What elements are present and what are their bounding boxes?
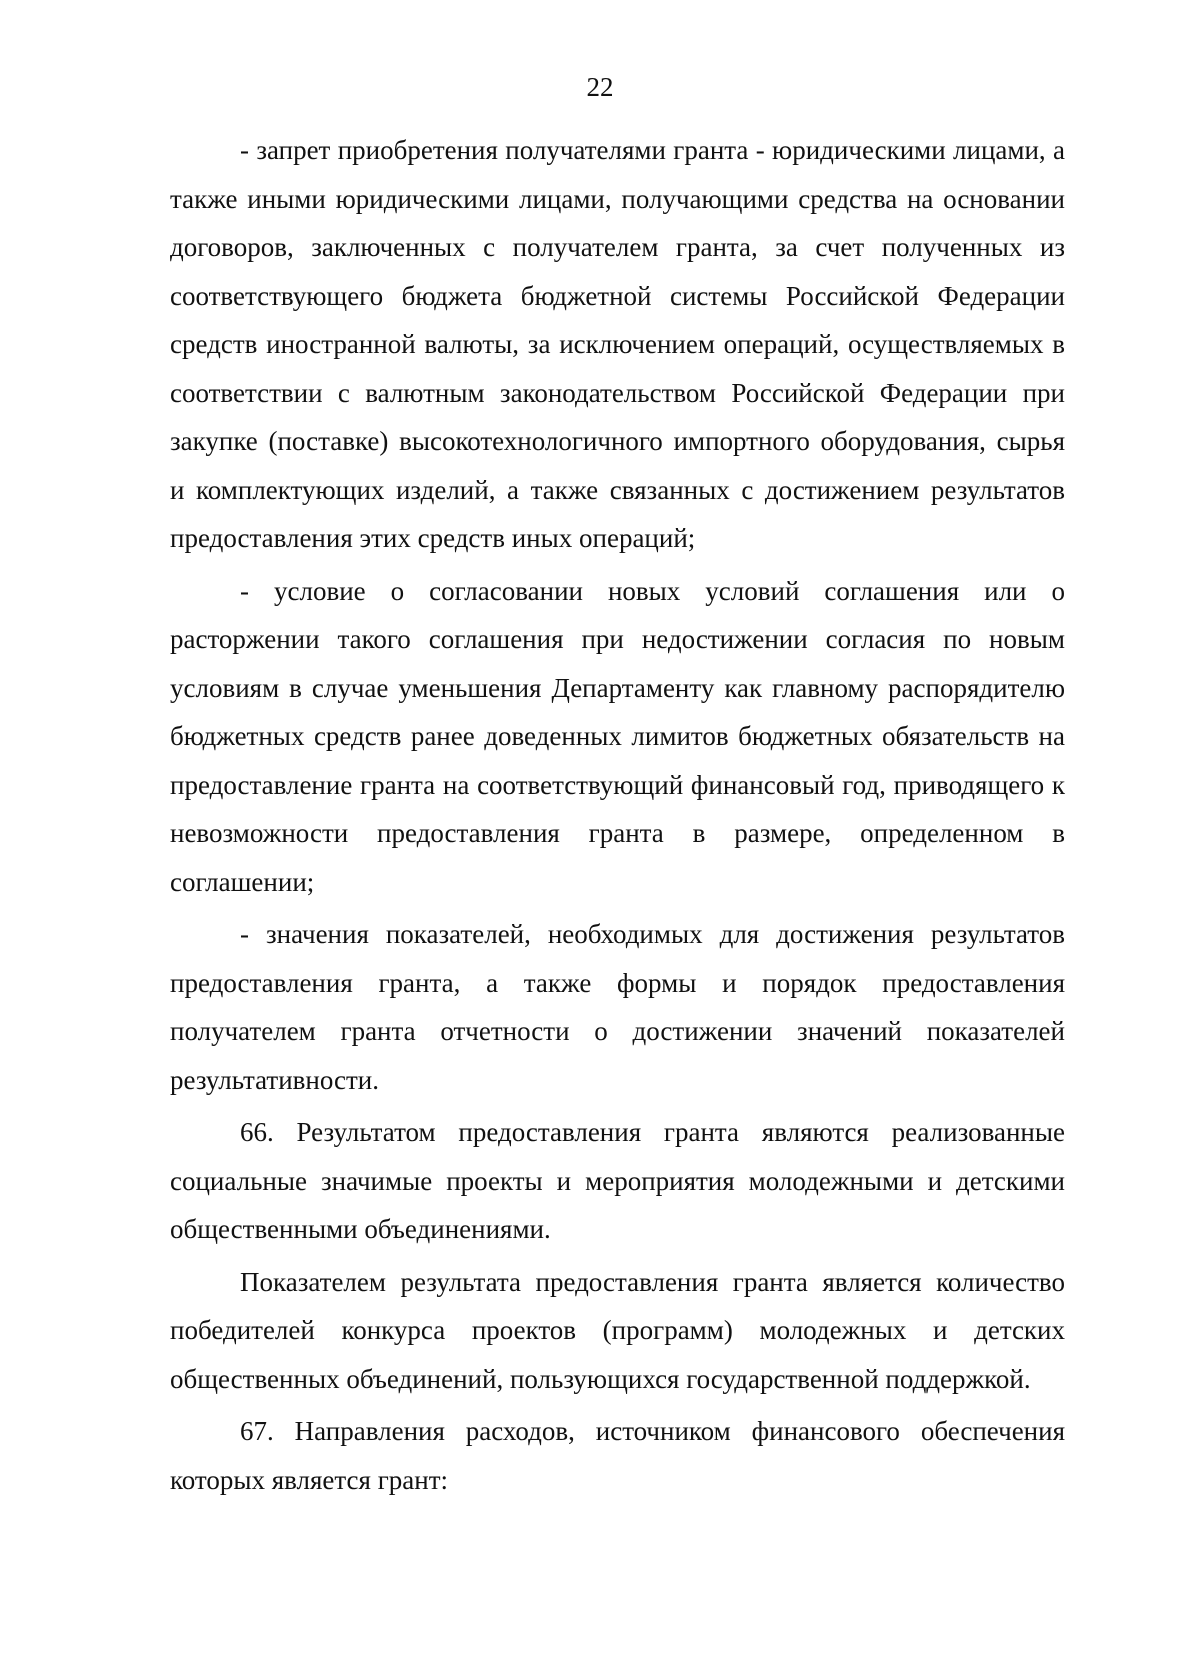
paragraph-result-indicator: Показателем результата предоставления гранта является количество победителей конкурса проектов (программ) молодежных и детских общественных объединений, пользующихся государственной поддержкой.: [170, 1266, 1065, 1394]
paragraph-agreement-conditions: - условие о согласовании новых условий соглашения или о расторжении такого соглашения при недостижении согласия по новым условиям в случае уменьшения Департаменту как главному распорядителю бюджетных средств ранее доведенных лимитов бюджетных обязательств на предоставление гранта на соответствующий финансовый год, приводящего к невозможности предоставления гранта в размере, определенном в соглашении;: [170, 575, 1065, 897]
paragraph-67-expenses: 67. Направления расходов, источником финансового обеспечения которых является грант:: [170, 1416, 1065, 1495]
paragraph-indicator-values: - значения показателей, необходимых для достижения результатов предоставления гранта, а также формы и порядок предоставления получателем гранта отчетности о достижении значений показателей результативности.: [170, 919, 1065, 1095]
paragraph-66-result: 66. Результатом предоставления гранта являются реализованные социальные значимые проекты и мероприятия молодежными и детскими общественными объединениями.: [170, 1117, 1065, 1244]
paragraph-currency-ban: - запрет приобретения получателями гранта - юридическими лицами, а также иными юридическими лицами, получающими средства на основании договоров, заключенных с получателем гранта, за счет полученных из соответствующего бюджета бюджетной системы Российской Федерации средств иностранной валюты, за исключением операций, осуществляемых в соответствии с валютным законодательством Российской Федерации при закупке (поставке) высокотехнологичного импортного оборудования, сырья и комплектующих изделий, а также связанных с достижением результатов предоставления этих средств иных операций;: [170, 135, 1065, 553]
document-body: [170, 126, 1065, 1504]
page-number: 22: [586, 72, 614, 102]
